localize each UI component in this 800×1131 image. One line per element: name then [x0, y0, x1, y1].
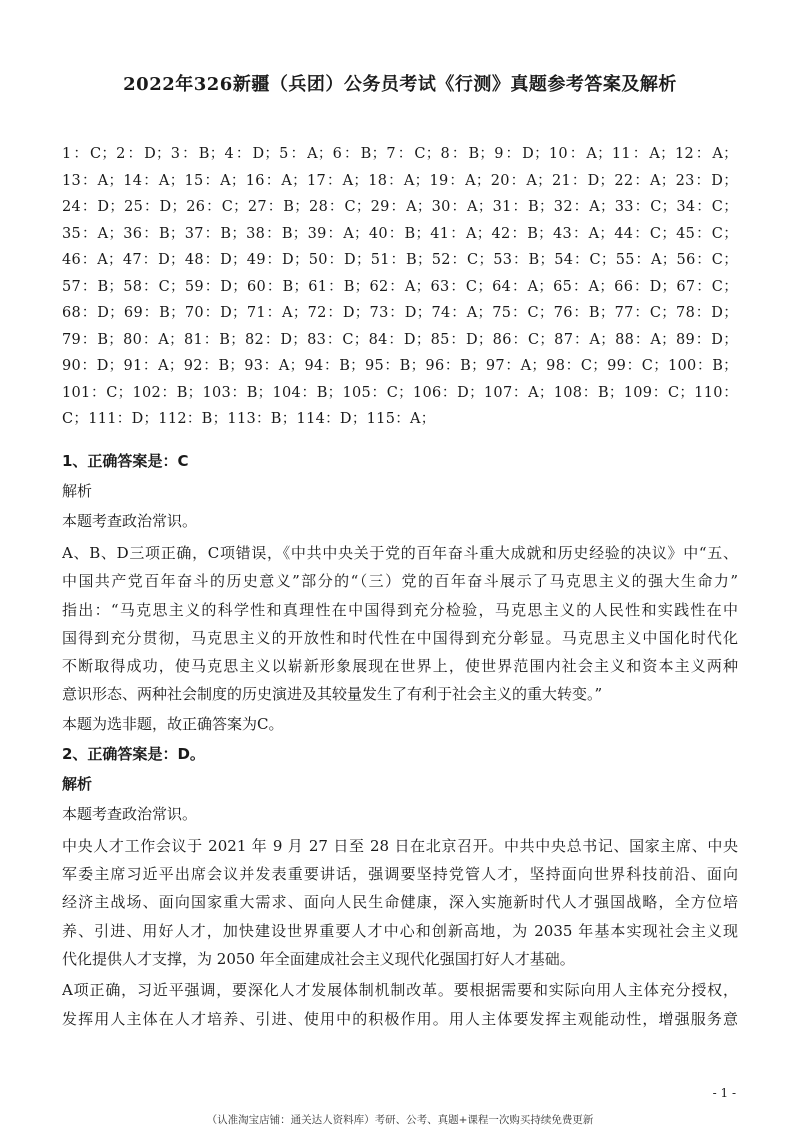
- page-number: - 1 -: [712, 1086, 736, 1100]
- answer-key-line: C；111：D；112：B；113：B；114：D；115：A；: [62, 411, 436, 427]
- answer-key-line: 90：D；91：A；92：B；93：A；94：B；95：B；96：B；97：A；98：C；99：C；100：B；: [62, 358, 738, 374]
- explanations: [62, 446, 738, 1033]
- text-line: 经济主战场、面向国家重大需求、面向人民生命健康，深入实施新时代人才强国战略，全方位培: [62, 893, 738, 912]
- question-1-analysis-label: 解析: [62, 482, 93, 500]
- text-line: 意识形态、两种社会制度的历史演进及其较量发生了有利于社会主义的重大转变。”: [62, 685, 603, 704]
- question-2-explanation: [62, 832, 738, 973]
- text-line: A、B、D三项正确，C项错误，《中共中央关于党的百年奋斗重大成就和历史经验的决议》中“五、: [62, 544, 738, 562]
- document-title: 2022年326新疆（兵团）公务员考试《行测》真题参考答案及解析: [123, 74, 677, 95]
- question-1-topic: 本题考查政治常识。: [62, 512, 198, 530]
- answer-key-line: 57：B；58：C；59：D；60：B；61：B；62：A；63：C；64：A；65：A；66：D；67：C；: [62, 278, 738, 295]
- question-2-topic: 本题考查政治常识。: [62, 804, 198, 823]
- question-2-analysis-label: 解析: [62, 774, 93, 793]
- answer-key-line: 24：D；25：D；26：C；27：B；28：C；29：A；30：A；31：B；32：A；33：C；34：C；: [62, 199, 738, 215]
- question-1-conclusion: 本题为选非题，故正确答案为C。: [62, 714, 284, 733]
- text-line: 国得到充分贯彻，马克思主义的开放性和时代性在中国得到充分彰显。马克思主义中国化时代化: [62, 628, 738, 647]
- answer-key-line: 79：B；80：A；81：B；82：D；83：C；84：D；85：D；86：C；87：A；88：A；89：D；: [62, 331, 738, 348]
- question-1-heading: 1、正确答案是：C: [62, 452, 189, 470]
- text-line: 中央人才工作会议于 2021 年 9 月 27 日至 28 日在北京召开。中共中央总书记、国家主席、中央: [62, 836, 738, 855]
- text-line: 军委主席习近平出席会议并发表重要讲话，强调要坚持党管人才，坚持面向世界科技前沿、面向: [62, 865, 738, 884]
- answer-key-line: 46：A；47：D；48：D；49：D；50：D；51：B；52：C；53：B；54：C；55：A；56：C；: [62, 252, 738, 268]
- question-2-heading: 2、正确答案是：D。: [62, 744, 205, 763]
- question-1-explanation: [62, 539, 738, 709]
- text-line: 发挥用人主体在人才培养、引进、使用中的积极作用。用人主体要发挥主观能动性，增强服务意: [62, 1009, 738, 1028]
- text-line: 指出：“马克思主义的科学性和真理性在中国得到充分检验，马克思主义的人民性和实践性在中: [62, 600, 738, 619]
- text-line: 不断取得成功，使马克思主义以崭新形象展现在世界上，使世界范围内社会主义和资本主义两种: [62, 657, 738, 676]
- text-line: 代化提供人才支撑，为 2050 年全面建成社会主义现代化强国打好人才基础。: [62, 949, 575, 968]
- text-line: 养、引进、用好人才，加快建设世界重要人才中心和创新高地，为 2035 年基本实现社会主义现: [62, 921, 738, 940]
- answer-key-line: 13：A；14：A；15：A；16：A；17：A；18：A；19：A；20：A；21：D；22：A；23：D；: [62, 172, 738, 189]
- text-line: 中国共产党百年奋斗的历史意义”部分的“（三）党的百年奋斗展示了马克思主义的强大生命力”: [62, 572, 738, 591]
- answer-key-line: 1：C；2：D；3：B；4：D；5：A；6：B；7：C；8：B；9：D；10：A；11：A；12：A；: [62, 146, 738, 162]
- footer-note: （认准淘宝店铺：通关达人资料库）考研、公考、真题+课程一次购买持续免费更新: [206, 1114, 594, 1126]
- text-line: A项正确，习近平强调，要深化人才发展体制机制改革。要根据需要和实际向用人主体充分授权，: [62, 981, 738, 1000]
- answer-key-line: 35：A；36：B；37：B；38：B；39：A；40：B；41：A；42：B；43：A；44：C；45：C；: [62, 225, 738, 242]
- answer-key-line: 101：C；102：B；103：B；104：B；105：C；106：D；107：A；108：B；109：C；110：: [62, 384, 738, 401]
- answer-key-line: 68：D；69：B；70：D；71：A；72：D；73：D；74：A；75：C；76：B；77：C；78：D；: [62, 305, 738, 321]
- question-2-option-a-explanation: [62, 976, 738, 1033]
- answer-key: [62, 141, 738, 433]
